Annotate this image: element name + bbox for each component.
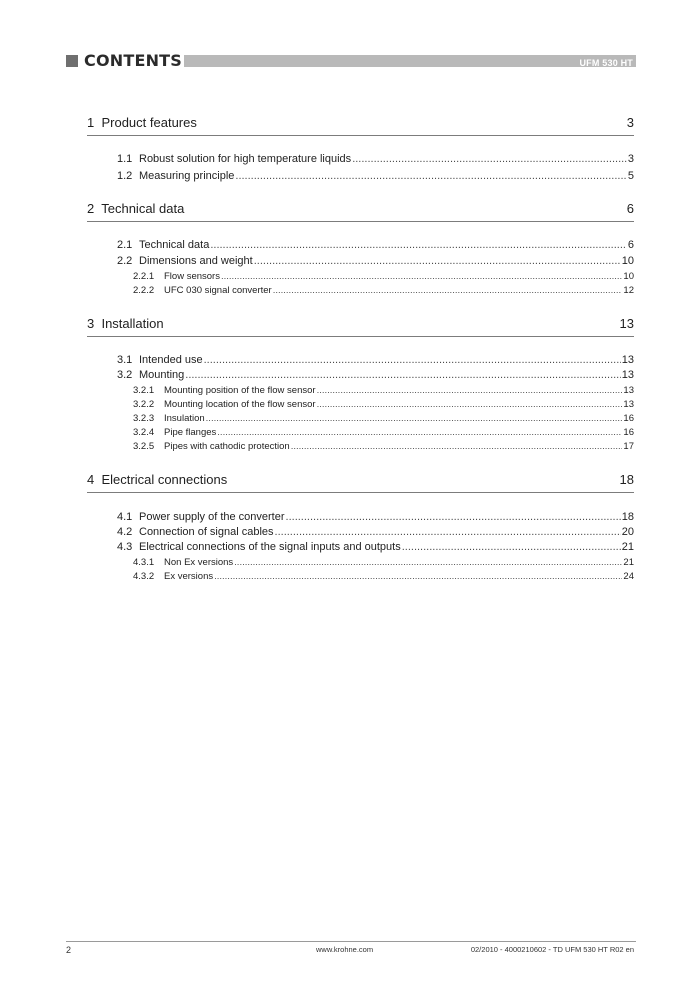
entry-title: Power supply of the converter <box>139 511 285 523</box>
entry-number: 1.1 <box>117 153 133 165</box>
dot-leader <box>234 557 622 569</box>
entry-page-number: 3 <box>627 153 634 165</box>
toc-entry-2-2-1[interactable] <box>133 271 634 283</box>
header-marker-block <box>66 55 78 67</box>
entry-page-number: 6 <box>627 239 634 251</box>
entry-number: 3.2.2 <box>133 399 155 410</box>
footer-rule <box>66 941 636 942</box>
dot-leader <box>217 427 622 439</box>
entry-title: Insulation <box>164 413 205 424</box>
chapter-page-number: 18 <box>619 472 634 487</box>
toc-entry-4-3[interactable] <box>117 541 634 554</box>
chapter-title: 4 Electrical connections <box>87 472 228 487</box>
entry-page-number: 10 <box>623 271 634 282</box>
entry-page-number: 21 <box>621 541 634 553</box>
entry-title: Mounting location of the flow sensor <box>164 399 316 410</box>
entry-page-number: 24 <box>623 571 634 582</box>
page-title: CONTENTS <box>84 51 183 70</box>
footer-document-info: 02/2010 - 4000210602 - TD UFM 530 HT R02 en <box>470 945 634 954</box>
entry-page-number: 13 <box>621 369 634 381</box>
toc-entry-2-2[interactable] <box>117 255 634 268</box>
entry-page-number: 10 <box>621 255 634 267</box>
entry-page-number: 13 <box>621 354 634 366</box>
dot-leader <box>204 354 621 367</box>
entry-number: 2.1 <box>117 239 133 251</box>
toc-chapter-1[interactable] <box>87 115 634 136</box>
dot-leader <box>221 271 622 283</box>
toc-entry-2-1[interactable] <box>117 239 634 252</box>
header-bar <box>184 55 636 67</box>
chapter-page-number: 6 <box>626 201 634 216</box>
toc-entry-3-2-3[interactable] <box>133 413 634 425</box>
page-header <box>66 53 636 69</box>
entry-title: UFC 030 signal converter <box>164 285 272 296</box>
footer-page-number: 2 <box>66 945 72 955</box>
toc-chapter-2[interactable] <box>87 201 634 222</box>
dot-leader <box>214 571 622 583</box>
entry-page-number: 13 <box>623 385 634 396</box>
toc-entry-3-2-4[interactable] <box>133 427 634 439</box>
entry-title: Pipes with cathodic protection <box>164 441 290 452</box>
entry-page-number: 16 <box>623 427 634 438</box>
entry-title: Mounting <box>139 369 185 381</box>
entry-title: Electrical connections of the signal inputs and outputs <box>139 541 401 553</box>
toc-entry-3-2-5[interactable] <box>133 441 634 453</box>
dot-leader <box>275 526 621 539</box>
entry-number: 3.1 <box>117 354 133 366</box>
dot-leader <box>273 285 623 297</box>
entry-title: Dimensions and weight <box>139 255 253 267</box>
entry-title: Connection of signal cables <box>139 526 274 538</box>
toc-entry-3-2-2[interactable] <box>133 399 634 411</box>
dot-leader <box>185 369 620 382</box>
entry-number: 3.2.4 <box>133 427 155 438</box>
chapter-title: 2 Technical data <box>87 201 185 216</box>
entry-page-number: 5 <box>627 170 634 182</box>
dot-leader <box>286 511 621 524</box>
toc-entry-4-3-2[interactable] <box>133 571 634 583</box>
chapter-page-number: 13 <box>619 316 634 331</box>
entry-title: Non Ex versions <box>164 557 234 568</box>
toc-entry-3-2[interactable] <box>117 369 634 382</box>
toc-entry-3-2-1[interactable] <box>133 385 634 397</box>
chapter-title: 1 Product features <box>87 115 197 130</box>
entry-number: 2.2.2 <box>133 285 155 296</box>
document-code: UFM 530 HT <box>579 58 633 68</box>
entry-page-number: 18 <box>621 511 634 523</box>
entry-number: 4.3.1 <box>133 557 155 568</box>
entry-number: 4.1 <box>117 511 133 523</box>
footer-website-link[interactable]: www.krohne.com <box>316 945 374 954</box>
entry-number: 4.2 <box>117 526 133 538</box>
dot-leader <box>291 441 623 453</box>
dot-leader <box>210 239 627 252</box>
entry-title: Technical data <box>139 239 210 251</box>
entry-number: 1.2 <box>117 170 133 182</box>
entry-number: 2.2.1 <box>133 271 155 282</box>
entry-page-number: 12 <box>623 285 634 296</box>
toc-chapter-4[interactable] <box>87 472 634 493</box>
entry-number: 3.2 <box>117 369 133 381</box>
entry-number: 2.2 <box>117 255 133 267</box>
toc-entry-1-2[interactable] <box>117 170 634 183</box>
entry-page-number: 21 <box>623 557 634 568</box>
entry-number: 4.3.2 <box>133 571 155 582</box>
toc-entry-4-1[interactable] <box>117 511 634 524</box>
dot-leader <box>254 255 621 268</box>
entry-title: Intended use <box>139 354 203 366</box>
entry-title: Ex versions <box>164 571 214 582</box>
entry-title: Robust solution for high temperature liquids <box>139 153 352 165</box>
dot-leader <box>206 413 623 425</box>
dot-leader <box>317 385 623 397</box>
toc-entry-4-3-1[interactable] <box>133 557 634 569</box>
dot-leader <box>402 541 621 554</box>
dot-leader <box>317 399 623 411</box>
entry-title: Mounting position of the flow sensor <box>164 385 316 396</box>
entry-title: Measuring principle <box>139 170 235 182</box>
entry-title: Flow sensors <box>164 271 220 282</box>
entry-number: 3.2.3 <box>133 413 155 424</box>
chapter-page-number: 3 <box>626 115 634 130</box>
toc-entry-3-1[interactable] <box>117 354 634 367</box>
entry-number: 3.2.1 <box>133 385 155 396</box>
dot-leader <box>352 153 627 166</box>
toc-chapter-3[interactable] <box>87 316 634 337</box>
toc-entry-2-2-2[interactable] <box>133 285 634 297</box>
entry-number: 3.2.5 <box>133 441 155 452</box>
entry-page-number: 13 <box>623 399 634 410</box>
entry-title: Pipe flanges <box>164 427 217 438</box>
entry-page-number: 20 <box>621 526 634 538</box>
chapter-title: 3 Installation <box>87 316 164 331</box>
dot-leader <box>235 170 626 183</box>
toc-entry-4-2[interactable] <box>117 526 634 539</box>
entry-page-number: 16 <box>623 413 634 424</box>
toc-entry-1-1[interactable] <box>117 153 634 166</box>
entry-number: 4.3 <box>117 541 133 553</box>
entry-page-number: 17 <box>623 441 634 452</box>
